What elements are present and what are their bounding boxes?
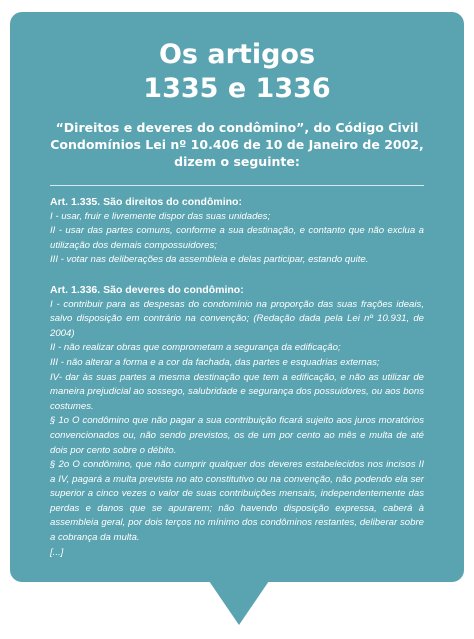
article-1335-item: II - usar das partes comuns, conforme a sua destinação, e contanto que não exclua a utilização dos demais compossuidores;: [50, 225, 424, 251]
subtitle-line-3: dizem o seguinte:: [174, 154, 300, 169]
article-1336-item: III - não alterar a forma e a cor da fachada, das partes e esquadrias externas;: [50, 356, 380, 368]
page-title: [10, 38, 464, 106]
article-1335-heading: Art. 1.335. São direitos do condômino:: [50, 196, 242, 208]
article-1336-item: II - não realizar obras que comprometam a segurança da edificação;: [50, 342, 341, 354]
info-card: [10, 12, 464, 582]
subtitle: [10, 119, 464, 170]
article-1335-item: I - usar, fruir e livremente dispor das suas unidades;: [50, 210, 271, 222]
article-1336-heading: Art. 1.336. São deveres do condômino:: [50, 283, 244, 296]
title-line-2: 1335 e 1336: [143, 73, 331, 104]
article-1336-item: I - contribuir para as despesas do condomínio na proporção das suas frações ideais, salvo disposição em contrário na convenção; (Redação dada pela Lei nº 10.931, de 2004): [50, 298, 424, 339]
card-pointer-arrow: [209, 581, 269, 625]
article-text: [50, 195, 424, 560]
subtitle-line-1: “Direitos e deveres do condômino”, do Código Civil: [55, 120, 419, 135]
article-1336-item: IV- dar às suas partes a mesma destinação que tem a edificação, e não as utilizar de maneira prejudicial ao sossego, salubridade e segurança dos possuidores, ou aos bons costumes.: [50, 371, 424, 412]
article-1336-item: § 2o O condômino, que não cumprir qualquer dos deveres estabelecidos nos incisos II a IV, pagará a multa prevista no ato constitutivo ou na convenção, não podendo ela ser superior a cinco vezes o valor de suas contribuições mensais, independentemente das perdas e danos que se apurarem; não havendo disposição expressa, caberá à assembleia geral, por dois terços no mínimo dos condôminos restantes, deliberar sobre a cobrança da multa.: [50, 459, 424, 544]
section-spacer: [50, 268, 424, 283]
article-1336-item: § 1o O condômino que não pagar a sua contribuição ficará sujeito aos juros moratórios convencionados ou, não sendo previstos, os de um por cento ao mês e multa de até dois por cento sobre o débito.: [50, 415, 424, 456]
title-line-1: Os artigos: [158, 39, 316, 70]
article-1335-item: III - votar nas deliberações da assembleia e delas participar, estando quite.: [50, 254, 369, 266]
subtitle-line-2: Condomínios Lei nº 10.406 de 10 de Janeiro de 2002,: [50, 137, 424, 152]
ellipsis-marker: [...]: [50, 546, 64, 558]
divider: [50, 185, 424, 186]
